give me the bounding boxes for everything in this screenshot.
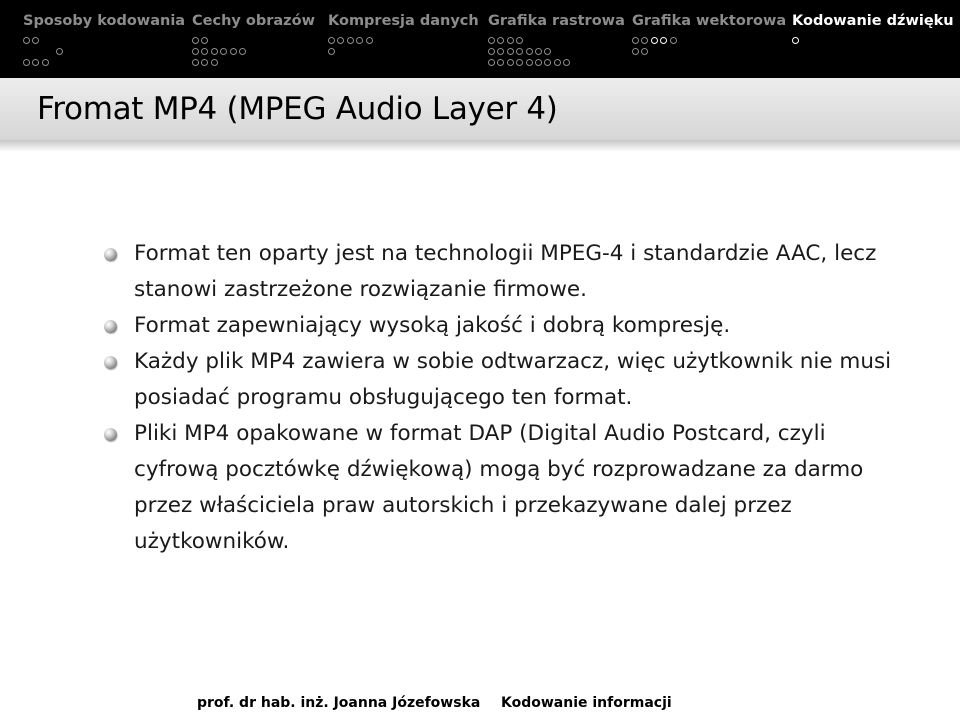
frame-dot-icon[interactable] [526, 48, 533, 55]
frame-dot-icon[interactable] [497, 37, 504, 44]
frame-dot-icon[interactable] [56, 48, 63, 55]
nav-dots-row [192, 59, 220, 71]
frame-dot-icon[interactable] [563, 59, 570, 66]
bullet-text: Każdy plik MP4 zawiera w sobie odtwarzacz, więc użytkownik nie musi posiadać programu obsługującego ten format. [134, 349, 892, 410]
frame-dot-icon[interactable] [192, 59, 199, 66]
frame-dot-icon[interactable] [544, 48, 551, 55]
frame-dot-icon[interactable] [526, 59, 533, 66]
frame-dot-icon[interactable] [535, 59, 542, 66]
nav-section-title[interactable]: Kompresja danych [328, 13, 479, 29]
nav-section-title[interactable]: Kodowanie dźwięku [792, 13, 954, 29]
frame-dot-icon[interactable] [632, 48, 639, 55]
frame-dot-icon[interactable] [328, 48, 335, 55]
frame-dot-icon[interactable] [192, 37, 199, 44]
frame-dot-icon[interactable] [497, 59, 504, 66]
bullet-ball-icon [104, 248, 117, 261]
frame-dot-icon[interactable] [337, 37, 344, 44]
frame-dot-icon[interactable] [632, 37, 639, 44]
frame-dot-icon[interactable] [516, 48, 523, 55]
bullet-list [104, 236, 904, 560]
frame-dot-icon[interactable] [23, 59, 30, 66]
bullet-ball-icon [104, 356, 117, 369]
frame-dot-icon[interactable] [23, 37, 30, 44]
frame-dot-icon[interactable] [328, 37, 335, 44]
frame-dot-icon[interactable] [641, 48, 648, 55]
bullet-item [104, 344, 904, 416]
nav-dots-row [56, 48, 65, 60]
footer-author: prof. dr hab. inż. Joanna Józefowska [197, 695, 481, 711]
frame-dot-icon[interactable] [201, 59, 208, 66]
nav-dots-row [23, 59, 51, 71]
nav-dots-row [632, 48, 651, 60]
frame-dot-icon[interactable] [239, 48, 246, 55]
frame-dot-icon[interactable] [516, 37, 523, 44]
nav-dots-row [328, 48, 337, 60]
frame-dot-icon[interactable] [230, 48, 237, 55]
frame-dot-icon[interactable] [201, 48, 208, 55]
nav-dots-row [792, 37, 801, 49]
bullet-text: Format ten oparty jest na technologii MPEG-4 i standardzie AAC, lecz stanowi zastrzeżone rozwiązanie firmowe. [134, 241, 877, 302]
nav-dots-row [23, 37, 42, 49]
frame-dot-icon[interactable] [211, 48, 218, 55]
frame-dot-icon[interactable] [535, 48, 542, 55]
frame-dot-icon[interactable] [488, 37, 495, 44]
slide-footer [0, 690, 960, 715]
nav-section-title[interactable]: Grafika wektorowa [632, 13, 787, 29]
frame-dot-icon[interactable] [211, 59, 218, 66]
frame-dot-icon[interactable] [32, 59, 39, 66]
frame-dot-icon[interactable] [507, 37, 514, 44]
frame-dot-icon[interactable] [366, 37, 373, 44]
frame-dot-icon[interactable] [220, 48, 227, 55]
current-frame-dot-icon[interactable] [660, 37, 667, 44]
bullet-ball-icon [104, 428, 117, 441]
frame-dot-icon[interactable] [792, 37, 799, 44]
bullet-item [104, 416, 904, 560]
frame-dot-icon[interactable] [507, 59, 514, 66]
frame-dot-icon[interactable] [32, 37, 39, 44]
frame-dot-icon[interactable] [554, 59, 561, 66]
bullet-ball-icon [104, 320, 117, 333]
frame-dot-icon[interactable] [497, 48, 504, 55]
frame-dot-icon[interactable] [201, 37, 208, 44]
title-band-shadow [0, 140, 960, 152]
bullet-item [104, 308, 904, 344]
frame-dot-icon[interactable] [42, 59, 49, 66]
slide-title: Fromat MP4 (MPEG Audio Layer 4) [37, 91, 558, 127]
frame-dot-icon[interactable] [641, 37, 648, 44]
nav-dots-row [488, 59, 573, 71]
frame-dot-icon[interactable] [488, 59, 495, 66]
bullet-item [104, 236, 904, 308]
frame-dot-icon[interactable] [347, 37, 354, 44]
frame-dot-icon[interactable] [507, 48, 514, 55]
footer-course: Kodowanie informacji [501, 695, 672, 711]
nav-section-title[interactable]: Grafika rastrowa [488, 13, 625, 29]
frame-dot-icon[interactable] [488, 48, 495, 55]
bullet-text: Pliki MP4 opakowane w format DAP (Digital Audio Postcard, czyli cyfrową pocztówkę dźwiękową) mogą być rozprowadzane za darmo przez właściciela praw autorskich i przekazywane dalej przez użytkowników. [134, 421, 864, 554]
current-frame-dot-icon[interactable] [651, 37, 658, 44]
frame-dot-icon[interactable] [544, 59, 551, 66]
frame-dot-icon[interactable] [516, 59, 523, 66]
bullet-text: Format zapewniający wysoką jakość i dobrą kompresję. [134, 313, 731, 338]
frame-dot-icon[interactable] [356, 37, 363, 44]
frame-dot-icon[interactable] [670, 37, 677, 44]
nav-section-title[interactable]: Sposoby kodowania [23, 13, 186, 29]
frame-dot-icon[interactable] [192, 48, 199, 55]
section-navigation-bar [0, 0, 960, 78]
nav-section-title[interactable]: Cechy obrazów [192, 13, 315, 29]
